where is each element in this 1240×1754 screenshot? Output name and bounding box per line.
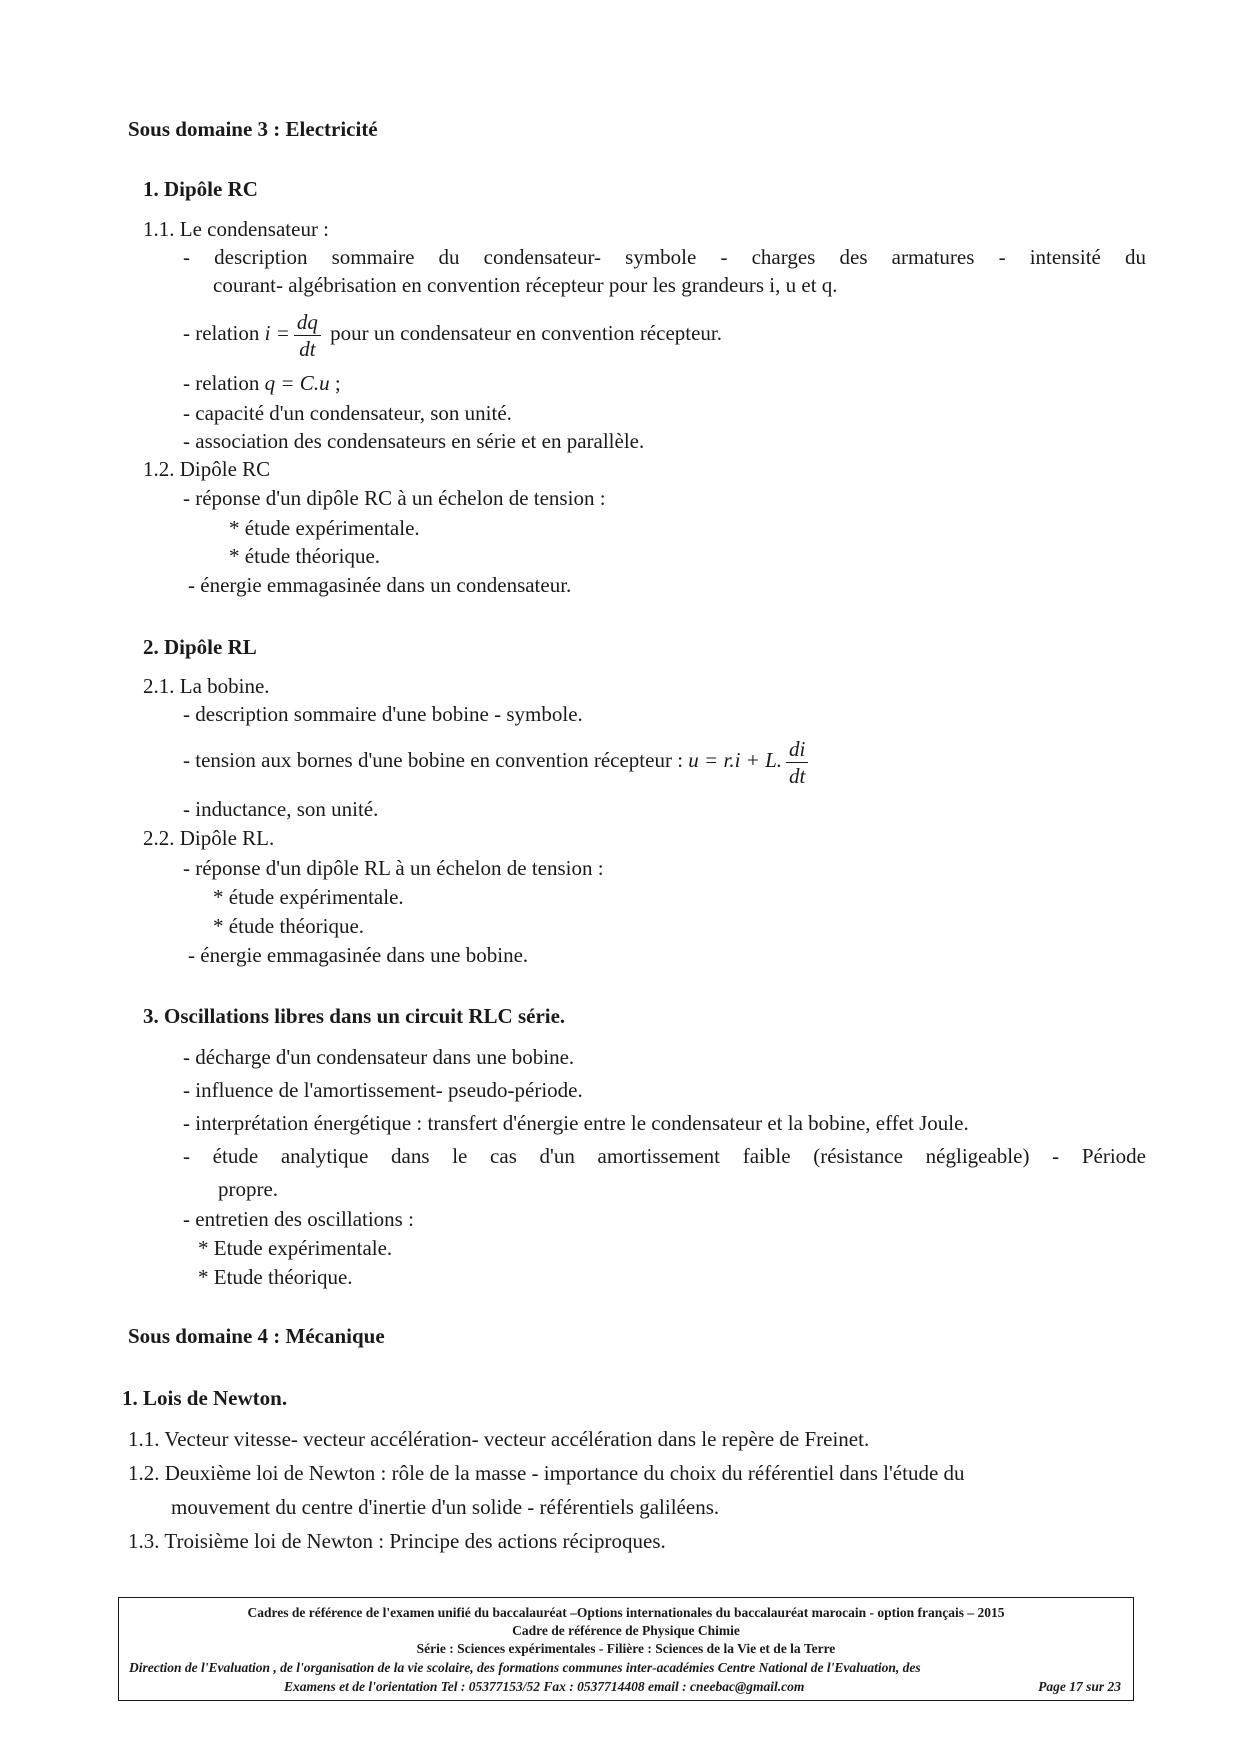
fraction-dq-dt	[294, 309, 321, 362]
list-item: - association des condensateurs en série et en parallèle.	[183, 429, 645, 453]
list-item: - description sommaire du condensateur- symbole - charges des armatures - intensité du	[183, 245, 1146, 269]
relation-i-dq-dt	[183, 306, 722, 362]
list-item-continuation: propre.	[218, 1177, 279, 1201]
list-item: - énergie emmagasinée dans une bobine.	[188, 943, 529, 967]
footer-line-3: Série : Sciences expérimentales - Filière : Sciences de la Vie et de la Terre	[416, 1641, 836, 1656]
bullet-item: * Etude théorique.	[198, 1265, 353, 1289]
subheading-condensateur: 1.1. Le condensateur :	[143, 217, 330, 241]
list-item: 1.2. Deuxième loi de Newton : rôle de la masse - importance du choix du référentiel dans l'étude du	[128, 1461, 965, 1485]
relation-text: pour un condensateur en convention récepteur.	[330, 321, 723, 345]
list-item: - énergie emmagasinée dans un condensateur.	[188, 573, 572, 597]
fraction-numerator: di	[786, 736, 808, 763]
relation-label: - relation	[183, 321, 260, 345]
list-item: - interprétation énergétique : transfert d'énergie entre le condensateur et la bobine, effet Joule.	[183, 1111, 969, 1135]
section-title-mecanique: Sous domaine 4 : Mécanique	[128, 1324, 385, 1348]
heading-dipole-rc: 1. Dipôle RC	[143, 177, 258, 201]
footer-line-1: Cadres de référence de l'examen unifié du baccalauréat –Options internationales du baccalauréat marocain - option français – 2015	[247, 1605, 1005, 1620]
relation-formula: q = C.u	[264, 371, 330, 395]
list-item: - description sommaire d'une bobine - symbole.	[183, 702, 583, 726]
list-item-continuation: mouvement du centre d'inertie d'un solide - référentiels galiléens.	[171, 1495, 720, 1519]
list-item: - décharge d'un condensateur dans une bobine.	[183, 1045, 575, 1069]
list-item: - réponse d'un dipôle RC à un échelon de tension :	[183, 486, 606, 510]
list-item: - influence de l'amortissement- pseudo-période.	[183, 1078, 583, 1102]
fraction-denominator: dt	[789, 763, 806, 788]
relation-lhs: i =	[264, 321, 290, 345]
relation-formula: u = r.i + L.	[688, 748, 782, 772]
fraction-denominator: dt	[299, 336, 316, 361]
subheading-bobine: 2.1. La bobine.	[143, 674, 270, 698]
subheading-dipole-rl: 2.2. Dipôle RL.	[143, 826, 275, 850]
list-item: 1.1. Vecteur vitesse- vecteur accélération- vecteur accélération dans le repère de Freinet.	[128, 1427, 870, 1451]
bullet-item: * étude expérimentale.	[213, 885, 404, 909]
section-title-electricite: Sous domaine 3 : Electricité	[128, 117, 378, 141]
fraction-numerator: dq	[294, 309, 321, 336]
relation-q-cu	[183, 370, 341, 396]
footer-line-5: Examens et de l'orientation Tel : 05377153/52 Fax : 0537714408 email : cneebac@gmail.com	[284, 1679, 805, 1694]
bullet-item: * étude théorique.	[229, 544, 381, 568]
footer-line-4: Direction de l'Evaluation , de l'organisation de la vie scolaire, des formations communes inter-académies Centre National de l'Evaluation, des	[129, 1660, 921, 1675]
list-item-continuation: courant- algébrisation en convention récepteur pour les grandeurs i, u et q.	[213, 273, 838, 297]
list-item: 1.3. Troisième loi de Newton : Principe des actions réciproques.	[128, 1529, 666, 1553]
list-item: - capacité d'un condensateur, son unité.	[183, 401, 512, 425]
subheading-dipole-rc: 1.2. Dipôle RC	[143, 457, 271, 481]
bullet-item: * étude théorique.	[213, 914, 365, 938]
relation-tension-bobine	[183, 733, 812, 789]
heading-oscillations-rlc: 3. Oscillations libres dans un circuit RLC série.	[143, 1004, 566, 1028]
heading-lois-newton: 1. Lois de Newton.	[122, 1386, 288, 1410]
bullet-item: * étude expérimentale.	[229, 516, 420, 540]
list-item: - entretien des oscillations :	[183, 1207, 414, 1231]
relation-label: - relation	[183, 371, 260, 395]
relation-end: ;	[334, 371, 341, 395]
bullet-item: * Etude expérimentale.	[198, 1236, 393, 1260]
footer-box	[118, 1597, 1134, 1701]
list-item: - inductance, son unité.	[183, 797, 379, 821]
fraction-di-dt	[786, 736, 808, 789]
relation-label: - tension aux bornes d'une bobine en convention récepteur :	[183, 748, 684, 772]
heading-dipole-rl: 2. Dipôle RL	[143, 635, 257, 659]
list-item: - réponse d'un dipôle RL à un échelon de tension :	[183, 856, 604, 880]
footer-line-2: Cadre de référence de Physique Chimie	[512, 1623, 740, 1638]
list-item: - étude analytique dans le cas d'un amortissement faible (résistance négligeable) - Période	[183, 1144, 1146, 1168]
page-number: Page 17 sur 23	[1038, 1679, 1121, 1694]
